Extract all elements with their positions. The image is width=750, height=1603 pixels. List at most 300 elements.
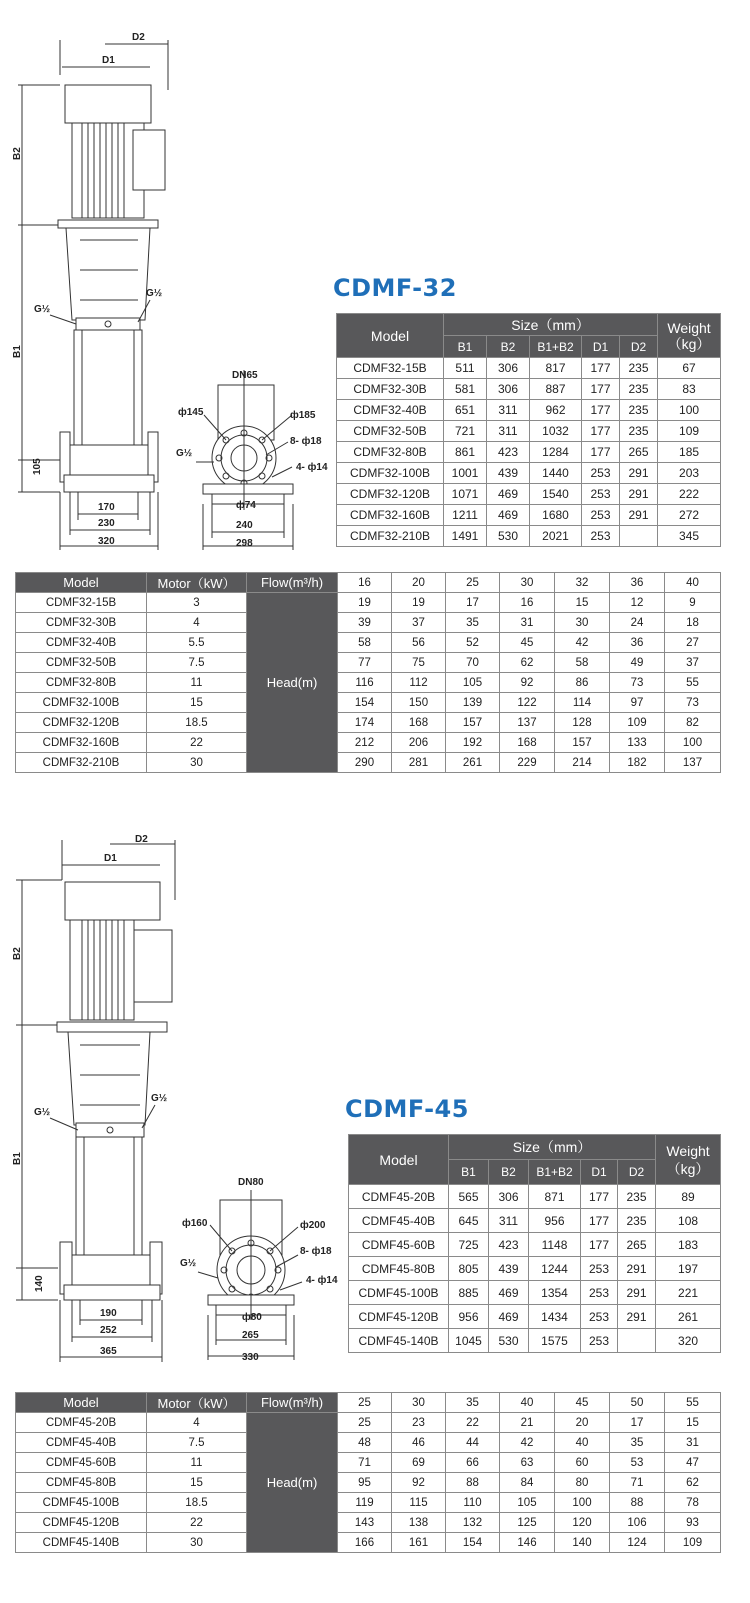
size-cell: 1491 xyxy=(444,526,487,547)
perf-cell-head: 73 xyxy=(665,693,721,713)
perf-cell-head: 70 xyxy=(446,653,500,673)
perf-cell-head: 154 xyxy=(446,1533,500,1553)
perf-cell-head: 52 xyxy=(446,633,500,653)
perf-cell-head: 63 xyxy=(500,1453,555,1473)
size-row xyxy=(349,1209,721,1233)
size-cell: 439 xyxy=(489,1257,529,1281)
perf-cell-head: 39 xyxy=(338,613,392,633)
size-cell: 1001 xyxy=(444,463,487,484)
size-cell: 887 xyxy=(530,379,582,400)
perf-cell-head: 15 xyxy=(665,1413,721,1433)
size-cell: 253 xyxy=(582,505,620,526)
cdmf45-performance-table: Model Motor（kW） Flow(m³/h) 25 30 35 40 45 50 55 CDMF45-20B 4 Head(m) 25 23 22 21 20 17 15 CDMF45-40B 7.5 48 46 44 42 40 35 31 CDMF45-60B 11 71 69 66 63 60 53 47 CDMF45-80B 15 95 92 88 84 80 71 62 CDMF45-100B 18.5 119 115 110 105 100 88 78 CDMF45-120B 22 143 138 132 125 120 106 93 CDMF45-140B 30 166 161 154 146 140 124 109 xyxy=(15,1392,721,1553)
perf-cell-head: 105 xyxy=(446,673,500,693)
size-cell: 177 xyxy=(581,1209,618,1233)
perf-cell-motor: 30 xyxy=(147,753,247,773)
size-cell xyxy=(620,526,658,547)
perf-cell-head: 24 xyxy=(610,613,665,633)
perf-row xyxy=(16,1453,721,1473)
perf-cell-model: CDMF32-100B xyxy=(16,693,147,713)
perf-cell-head: 132 xyxy=(446,1513,500,1533)
size-cell-model: CDMF32-40B xyxy=(337,400,444,421)
perf-cell-head: 137 xyxy=(500,713,555,733)
perf-cell-motor: 3 xyxy=(147,593,247,613)
perf-cell-head: 22 xyxy=(446,1413,500,1433)
size-subheader: B1 B2 B1+B2 D1 D2 xyxy=(337,336,721,358)
perf-cell-head: 110 xyxy=(446,1493,500,1513)
size-subheader: B1 B2 B1+B2 D1 D2 xyxy=(349,1160,721,1185)
perf-header-model: Model xyxy=(16,573,147,593)
size-cell: 89 xyxy=(656,1185,721,1209)
size-cell: 185 xyxy=(658,442,721,463)
size-cell: 253 xyxy=(582,463,620,484)
perf-cell-head: 128 xyxy=(555,713,610,733)
perf-head-label: Head(m) xyxy=(247,593,338,773)
dim-d2: D2 xyxy=(132,32,145,43)
perf-cell-head: 174 xyxy=(338,713,392,733)
size-cell: 253 xyxy=(581,1305,618,1329)
size-cell: 725 xyxy=(449,1233,489,1257)
perf-cell-head: 35 xyxy=(446,613,500,633)
size-cell: 885 xyxy=(449,1281,489,1305)
perf-cell-head: 77 xyxy=(338,653,392,673)
perf-cell-head: 137 xyxy=(665,753,721,773)
size-row xyxy=(337,505,721,526)
perf-cell-model: CDMF32-50B xyxy=(16,653,147,673)
perf-row xyxy=(16,1473,721,1493)
dim-190: 190 xyxy=(100,1308,117,1319)
size-cell: 177 xyxy=(581,1185,618,1209)
perf-cell-head: 40 xyxy=(555,1433,610,1453)
perf-cell-model: CDMF45-20B xyxy=(16,1413,147,1433)
perf-row xyxy=(16,1433,721,1453)
size-cell: 311 xyxy=(487,400,530,421)
size-cell: 306 xyxy=(487,379,530,400)
perf-cell-head: 16 xyxy=(500,593,555,613)
size-cell-model: CDMF45-100B xyxy=(349,1281,449,1305)
perf-cell-head: 214 xyxy=(555,753,610,773)
perf-cell-motor: 4 xyxy=(147,613,247,633)
perf-cell-motor: 22 xyxy=(147,1513,247,1533)
perf-cell-head: 138 xyxy=(392,1513,446,1533)
perf-cell-head: 100 xyxy=(665,733,721,753)
size-cell: 235 xyxy=(620,400,658,421)
dim-252: 252 xyxy=(100,1325,117,1336)
size-cell-model: CDMF45-80B xyxy=(349,1257,449,1281)
perf-cell-head: 71 xyxy=(338,1453,392,1473)
size-cell: 183 xyxy=(656,1233,721,1257)
perf-cell-head: 49 xyxy=(610,653,665,673)
perf-row xyxy=(16,753,721,773)
perf-cell-head: 150 xyxy=(392,693,446,713)
size-cell: 1045 xyxy=(449,1329,489,1353)
size-cell: 469 xyxy=(489,1281,529,1305)
dim-b2: B2 xyxy=(12,947,23,960)
perf-cell-head: 71 xyxy=(610,1473,665,1493)
perf-cell-head: 42 xyxy=(500,1433,555,1453)
size-cell-model: CDMF45-140B xyxy=(349,1329,449,1353)
perf-row xyxy=(16,1413,721,1433)
perf-cell-motor: 5.5 xyxy=(147,633,247,653)
size-cell: 291 xyxy=(620,505,658,526)
dim-298: 298 xyxy=(236,538,253,549)
size-cell: 871 xyxy=(529,1185,581,1209)
perf-cell-head: 140 xyxy=(555,1533,610,1553)
dim-dn: DN80 xyxy=(238,1177,264,1188)
perf-cell-model: CDMF32-160B xyxy=(16,733,147,753)
size-header-size: Size（mm） xyxy=(444,314,658,336)
size-cell: 1575 xyxy=(529,1329,581,1353)
dim-phi-a: ф160 xyxy=(182,1218,208,1229)
size-cell: 1032 xyxy=(530,421,582,442)
perf-cell-head: 115 xyxy=(392,1493,446,1513)
perf-row xyxy=(16,633,721,653)
size-cell: 253 xyxy=(582,484,620,505)
size-cell: 1244 xyxy=(529,1257,581,1281)
section-title-cdmf45: CDMF-45 xyxy=(345,1095,469,1123)
perf-cell-head: 100 xyxy=(555,1493,610,1513)
perf-cell-motor: 15 xyxy=(147,1473,247,1493)
size-cell: 291 xyxy=(618,1257,656,1281)
perf-cell-head: 15 xyxy=(555,593,610,613)
perf-cell-head: 37 xyxy=(392,613,446,633)
size-cell: 83 xyxy=(658,379,721,400)
size-cell: 469 xyxy=(489,1305,529,1329)
perf-row xyxy=(16,1513,721,1533)
size-cell: 805 xyxy=(449,1257,489,1281)
perf-cell-head: 84 xyxy=(500,1473,555,1493)
size-cell: 345 xyxy=(658,526,721,547)
size-cell-model: CDMF45-20B xyxy=(349,1185,449,1209)
size-cell: 1284 xyxy=(530,442,582,463)
perf-cell-model: CDMF45-80B xyxy=(16,1473,147,1493)
perf-cell-head: 112 xyxy=(392,673,446,693)
perf-cell-head: 73 xyxy=(610,673,665,693)
perf-head-label: Head(m) xyxy=(247,1413,338,1553)
perf-cell-head: 105 xyxy=(500,1493,555,1513)
size-cell: 265 xyxy=(620,442,658,463)
dim-240: 240 xyxy=(236,520,253,531)
label-g-left: G½ xyxy=(34,1107,51,1118)
perf-cell-head: 125 xyxy=(500,1513,555,1533)
perf-cell-head: 168 xyxy=(500,733,555,753)
size-row xyxy=(349,1185,721,1209)
dim-b1: B1 xyxy=(12,1152,23,1165)
perf-cell-head: 95 xyxy=(338,1473,392,1493)
perf-cell-model: CDMF32-210B xyxy=(16,753,147,773)
perf-cell-model: CDMF32-80B xyxy=(16,673,147,693)
perf-cell-motor: 18.5 xyxy=(147,1493,247,1513)
perf-cell-head: 92 xyxy=(500,673,555,693)
perf-row xyxy=(16,593,721,613)
size-cell: 651 xyxy=(444,400,487,421)
dim-d1: D1 xyxy=(104,853,117,864)
size-cell: 291 xyxy=(618,1305,656,1329)
size-cell: 291 xyxy=(620,484,658,505)
size-cell: 423 xyxy=(489,1233,529,1257)
perf-cell-head: 139 xyxy=(446,693,500,713)
size-cell: 222 xyxy=(658,484,721,505)
perf-row xyxy=(16,713,721,733)
size-header-weight: Weight（kg） xyxy=(658,314,721,358)
size-row xyxy=(349,1233,721,1257)
size-cell: 861 xyxy=(444,442,487,463)
perf-cell-head: 42 xyxy=(555,633,610,653)
size-cell-model: CDMF32-160B xyxy=(337,505,444,526)
perf-cell-model: CDMF45-140B xyxy=(16,1533,147,1553)
size-cell: 469 xyxy=(487,484,530,505)
perf-header-flow: Flow(m³/h) xyxy=(247,573,338,593)
perf-cell-head: 56 xyxy=(392,633,446,653)
size-cell-model: CDMF32-80B xyxy=(337,442,444,463)
size-cell: 581 xyxy=(444,379,487,400)
size-cell-model: CDMF45-40B xyxy=(349,1209,449,1233)
perf-cell-head: 17 xyxy=(610,1413,665,1433)
size-cell: 1440 xyxy=(530,463,582,484)
perf-row xyxy=(16,653,721,673)
perf-cell-head: 166 xyxy=(338,1533,392,1553)
perf-cell-motor: 15 xyxy=(147,693,247,713)
size-cell: 235 xyxy=(620,358,658,379)
size-row xyxy=(349,1281,721,1305)
size-cell: 253 xyxy=(581,1281,618,1305)
perf-cell-motor: 22 xyxy=(147,733,247,753)
perf-cell-motor: 7.5 xyxy=(147,1433,247,1453)
size-row xyxy=(349,1305,721,1329)
size-cell-model: CDMF32-15B xyxy=(337,358,444,379)
perf-cell-head: 25 xyxy=(338,1413,392,1433)
size-cell: 311 xyxy=(489,1209,529,1233)
size-header-model: Model xyxy=(337,314,444,358)
size-cell: 306 xyxy=(489,1185,529,1209)
perf-cell-head: 60 xyxy=(555,1453,610,1473)
perf-cell-model: CDMF32-30B xyxy=(16,613,147,633)
size-cell-model: CDMF32-100B xyxy=(337,463,444,484)
perf-cell-motor: 7.5 xyxy=(147,653,247,673)
size-cell-model: CDMF32-50B xyxy=(337,421,444,442)
size-cell: 177 xyxy=(582,358,620,379)
perf-cell-head: 66 xyxy=(446,1453,500,1473)
size-cell: 235 xyxy=(620,421,658,442)
perf-cell-head: 48 xyxy=(338,1433,392,1453)
perf-cell-head: 290 xyxy=(338,753,392,773)
size-cell: 100 xyxy=(658,400,721,421)
size-row xyxy=(337,526,721,547)
perf-cell-head: 182 xyxy=(610,753,665,773)
dim-bolts-a: 8- ф18 xyxy=(290,436,322,447)
perf-row xyxy=(16,613,721,633)
size-cell: 235 xyxy=(618,1209,656,1233)
size-cell: 2021 xyxy=(530,526,582,547)
perf-cell-head: 58 xyxy=(338,633,392,653)
dim-140: 140 xyxy=(34,1275,45,1292)
perf-cell-head: 281 xyxy=(392,753,446,773)
perf-header-model: Model xyxy=(16,1393,147,1413)
size-cell: 67 xyxy=(658,358,721,379)
size-cell: 177 xyxy=(582,421,620,442)
dim-dn: DN65 xyxy=(232,370,258,381)
size-cell: 306 xyxy=(487,358,530,379)
perf-cell-head: 146 xyxy=(500,1533,555,1553)
perf-cell-model: CDMF45-120B xyxy=(16,1513,147,1533)
perf-header-motor: Motor（kW） xyxy=(147,573,247,593)
cdmf45-size-table xyxy=(348,1134,721,1353)
size-cell: 311 xyxy=(487,421,530,442)
size-cell: 530 xyxy=(489,1329,529,1353)
size-header-size: Size（mm） xyxy=(449,1135,656,1160)
perf-cell-head: 92 xyxy=(392,1473,446,1493)
size-row xyxy=(337,442,721,463)
size-row xyxy=(337,484,721,505)
size-cell: 261 xyxy=(656,1305,721,1329)
label-g-side: G½ xyxy=(180,1258,197,1269)
perf-cell-head: 35 xyxy=(610,1433,665,1453)
cdmf32-dimension-drawing xyxy=(0,30,330,560)
perf-cell-head: 80 xyxy=(555,1473,610,1493)
dim-230: 230 xyxy=(98,518,115,529)
size-row xyxy=(337,358,721,379)
perf-cell-head: 45 xyxy=(500,633,555,653)
size-row xyxy=(337,379,721,400)
size-cell-model: CDMF32-30B xyxy=(337,379,444,400)
perf-cell-head: 46 xyxy=(392,1433,446,1453)
perf-cell-head: 154 xyxy=(338,693,392,713)
size-cell: 1680 xyxy=(530,505,582,526)
size-cell: 1148 xyxy=(529,1233,581,1257)
perf-cell-head: 212 xyxy=(338,733,392,753)
size-cell: 291 xyxy=(618,1281,656,1305)
perf-cell-head: 31 xyxy=(500,613,555,633)
perf-cell-head: 30 xyxy=(555,613,610,633)
perf-cell-head: 31 xyxy=(665,1433,721,1453)
size-cell: 956 xyxy=(449,1305,489,1329)
size-cell: 469 xyxy=(487,505,530,526)
size-cell: 109 xyxy=(658,421,721,442)
perf-cell-head: 133 xyxy=(610,733,665,753)
perf-cell-head: 75 xyxy=(392,653,446,673)
perf-cell-head: 114 xyxy=(555,693,610,713)
perf-cell-head: 86 xyxy=(555,673,610,693)
perf-cell-head: 44 xyxy=(446,1433,500,1453)
perf-cell-model: CDMF32-40B xyxy=(16,633,147,653)
perf-cell-head: 206 xyxy=(392,733,446,753)
dim-170: 170 xyxy=(98,502,115,513)
perf-cell-head: 19 xyxy=(338,593,392,613)
perf-cell-motor: 11 xyxy=(147,1453,247,1473)
label-g-left: G½ xyxy=(34,304,51,315)
size-cell: 272 xyxy=(658,505,721,526)
perf-cell-head: 62 xyxy=(500,653,555,673)
perf-cell-head: 23 xyxy=(392,1413,446,1433)
dim-phi-b: ф200 xyxy=(300,1220,326,1231)
perf-cell-head: 116 xyxy=(338,673,392,693)
label-g-right: G½ xyxy=(146,288,163,299)
perf-row xyxy=(16,673,721,693)
perf-cell-head: 20 xyxy=(555,1413,610,1433)
perf-cell-head: 97 xyxy=(610,693,665,713)
perf-cell-head: 36 xyxy=(610,633,665,653)
dim-phi-c: ф80 xyxy=(242,1312,262,1323)
size-cell: 197 xyxy=(656,1257,721,1281)
dim-105: 105 xyxy=(32,458,43,475)
size-cell: 177 xyxy=(582,400,620,421)
perf-cell-head: 124 xyxy=(610,1533,665,1553)
perf-cell-head: 21 xyxy=(500,1413,555,1433)
cdmf32-performance-table: Model Motor（kW） Flow(m³/h) 16 20 25 30 32 36 40 CDMF32-15B 3 Head(m) 19 19 17 16 15 12 9 CDMF32-30B 4 39 37 35 31 30 24 18 CDMF32-40B 5.5 58 56 52 45 42 36 27 CDMF32-50B 7.5 77 75 70 62 58 49 37 CDMF32-80B 11 116 112 105 92 86 73 55 CDMF32-100B 15 154 150 139 122 114 97 73 CDMF32-120B 18.5 174 168 157 137 128 109 82 CDMF32-160B 22 212 206 192 168 157 133 100 CDMF32-210B 30 290 281 261 229 214 182 137 xyxy=(15,572,721,773)
size-cell: 962 xyxy=(530,400,582,421)
dim-265: 265 xyxy=(242,1330,259,1341)
size-cell: 817 xyxy=(530,358,582,379)
size-cell: 265 xyxy=(618,1233,656,1257)
perf-cell-head: 143 xyxy=(338,1513,392,1533)
size-row xyxy=(337,421,721,442)
size-row xyxy=(349,1329,721,1353)
cdmf45-dimension-drawing xyxy=(0,830,345,1375)
perf-cell-head: 78 xyxy=(665,1493,721,1513)
size-cell-model: CDMF32-120B xyxy=(337,484,444,505)
perf-cell-head: 82 xyxy=(665,713,721,733)
size-cell: 221 xyxy=(656,1281,721,1305)
perf-cell-head: 109 xyxy=(665,1533,721,1553)
perf-cell-motor: 30 xyxy=(147,1533,247,1553)
size-cell: 1540 xyxy=(530,484,582,505)
perf-cell-model: CDMF45-40B xyxy=(16,1433,147,1453)
perf-cell-head: 18 xyxy=(665,613,721,633)
perf-cell-head: 9 xyxy=(665,593,721,613)
dim-bolts-b: 4- ф14 xyxy=(296,462,328,473)
perf-row xyxy=(16,1493,721,1513)
perf-cell-head: 47 xyxy=(665,1453,721,1473)
size-header-weight: Weight（kg） xyxy=(656,1135,721,1185)
dim-330: 330 xyxy=(242,1352,259,1363)
perf-cell-head: 17 xyxy=(446,593,500,613)
size-cell: 253 xyxy=(581,1257,618,1281)
perf-cell-head: 109 xyxy=(610,713,665,733)
size-cell: 956 xyxy=(529,1209,581,1233)
perf-header-motor: Motor（kW） xyxy=(147,1393,247,1413)
perf-cell-head: 93 xyxy=(665,1513,721,1533)
perf-cell-head: 229 xyxy=(500,753,555,773)
size-cell: 235 xyxy=(618,1185,656,1209)
size-row xyxy=(337,400,721,421)
size-cell: 320 xyxy=(656,1329,721,1353)
dim-b1: B1 xyxy=(12,345,23,358)
perf-cell-head: 168 xyxy=(392,713,446,733)
size-cell: 645 xyxy=(449,1209,489,1233)
perf-cell-model: CDMF32-15B xyxy=(16,593,147,613)
perf-cell-head: 88 xyxy=(610,1493,665,1513)
dim-320: 320 xyxy=(98,536,115,547)
perf-cell-head: 53 xyxy=(610,1453,665,1473)
perf-cell-head: 27 xyxy=(665,633,721,653)
dim-phi-b: ф185 xyxy=(290,410,316,421)
perf-cell-head: 62 xyxy=(665,1473,721,1493)
size-row xyxy=(349,1257,721,1281)
perf-cell-head: 122 xyxy=(500,693,555,713)
size-cell: 439 xyxy=(487,463,530,484)
perf-cell-head: 119 xyxy=(338,1493,392,1513)
perf-cell-model: CDMF45-100B xyxy=(16,1493,147,1513)
perf-cell-model: CDMF32-120B xyxy=(16,713,147,733)
dim-365: 365 xyxy=(100,1346,117,1357)
perf-row xyxy=(16,693,721,713)
size-cell-model: CDMF45-120B xyxy=(349,1305,449,1329)
perf-cell-model: CDMF45-60B xyxy=(16,1453,147,1473)
size-cell: 1071 xyxy=(444,484,487,505)
size-cell: 177 xyxy=(582,379,620,400)
size-header-model: Model xyxy=(349,1135,449,1185)
perf-cell-motor: 18.5 xyxy=(147,713,247,733)
